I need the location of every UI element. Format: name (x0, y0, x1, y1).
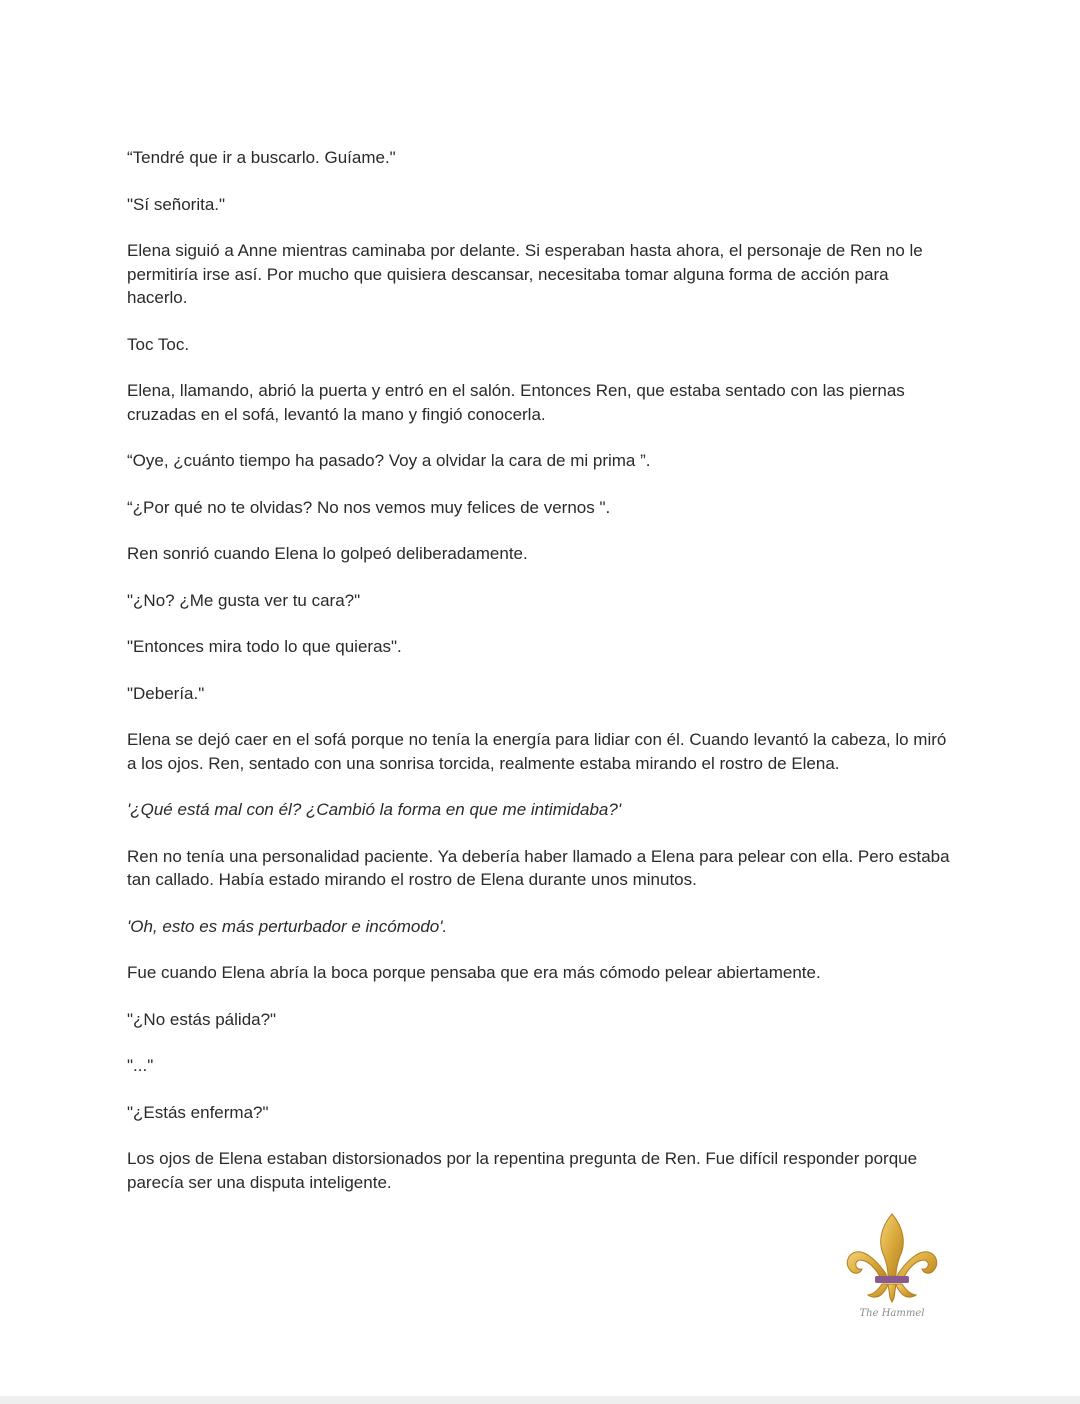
fleur-bottom-center-tip (888, 1284, 896, 1302)
fleur-de-lis-icon (842, 1210, 942, 1328)
paragraph: Elena siguió a Anne mientras caminaba por delante. Si esperaban hasta ahora, el personaje de Ren no le permitiría irse así. Por mucho que quisiera descansar, necesitaba tomar alguna forma de acción para hacerlo. (127, 241, 928, 307)
paragraph: "..." (127, 1056, 154, 1075)
paragraph: "¿No? ¿Me gusta ver tu cara?" (127, 590, 361, 610)
fleur-de-lis-logo (842, 1210, 942, 1328)
paragraph-thought: 'Oh, esto es más perturbador e incómodo'. (127, 916, 448, 936)
fleur-bottom-right-tip (896, 1284, 916, 1297)
paragraph: "Sí señorita." (127, 194, 226, 214)
logo-signature: The Hammel (859, 1308, 925, 1319)
fleur-band (875, 1276, 909, 1283)
paragraph: Fue cuando Elena abría la boca porque pensaba que era más cómodo pelear abiertamente. (127, 963, 821, 982)
paragraph: "Debería." (127, 683, 205, 703)
paragraph: "¿No estás pálida?" (127, 1009, 277, 1029)
paragraph: Elena se dejó caer en el sofá porque no tenía la energía para lidiar con él. Cuando levantó la cabeza, lo miró a los ojos. Ren, sentado con una sonrisa torcida, realmente estaba mirando el rostro de Elena. (127, 730, 952, 773)
page-bottom-border (0, 1396, 1080, 1404)
paragraph: “Oye, ¿cuánto tiempo ha pasado? Voy a olvidar la cara de mi prima ”. (127, 451, 651, 470)
document-body (127, 146, 953, 1217)
paragraph-thought: '¿Qué está mal con él? ¿Cambió la forma en que me intimidaba?' (127, 800, 622, 819)
paragraph: Ren sonrió cuando Elena lo golpeó deliberadamente. (127, 544, 528, 563)
paragraph: "¿Estás enferma?" (127, 1102, 269, 1122)
paragraph: "Entonces mira todo lo que quieras". (127, 637, 402, 656)
paragraph: “¿Por qué no te olvidas? No nos vemos muy felices de vernos ". (127, 497, 611, 517)
fleur-center-petal (881, 1214, 904, 1276)
paragraph: Ren no tenía una personalidad paciente. Ya debería haber llamado a Elena para pelear con ella. Pero estaba tan callado. Había estado mirando el rostro de Elena durante unos minutos. (127, 846, 955, 889)
paragraph: Toc Toc. (127, 334, 190, 354)
paragraph: “Tendré que ir a buscarlo. Guíame." (127, 148, 396, 167)
paragraph: Los ojos de Elena estaban distorsionados por la repentina pregunta de Ren. Fue difícil responder porque parecía ser una disputa inteligente. (127, 1149, 922, 1192)
fleur-bottom-left-tip (868, 1284, 888, 1297)
paragraph: Elena, llamando, abrió la puerta y entró en el salón. Entonces Ren, que estaba sentado con las piernas cruzadas en el sofá, levantó la mano y fingió conocerla. (127, 381, 910, 424)
